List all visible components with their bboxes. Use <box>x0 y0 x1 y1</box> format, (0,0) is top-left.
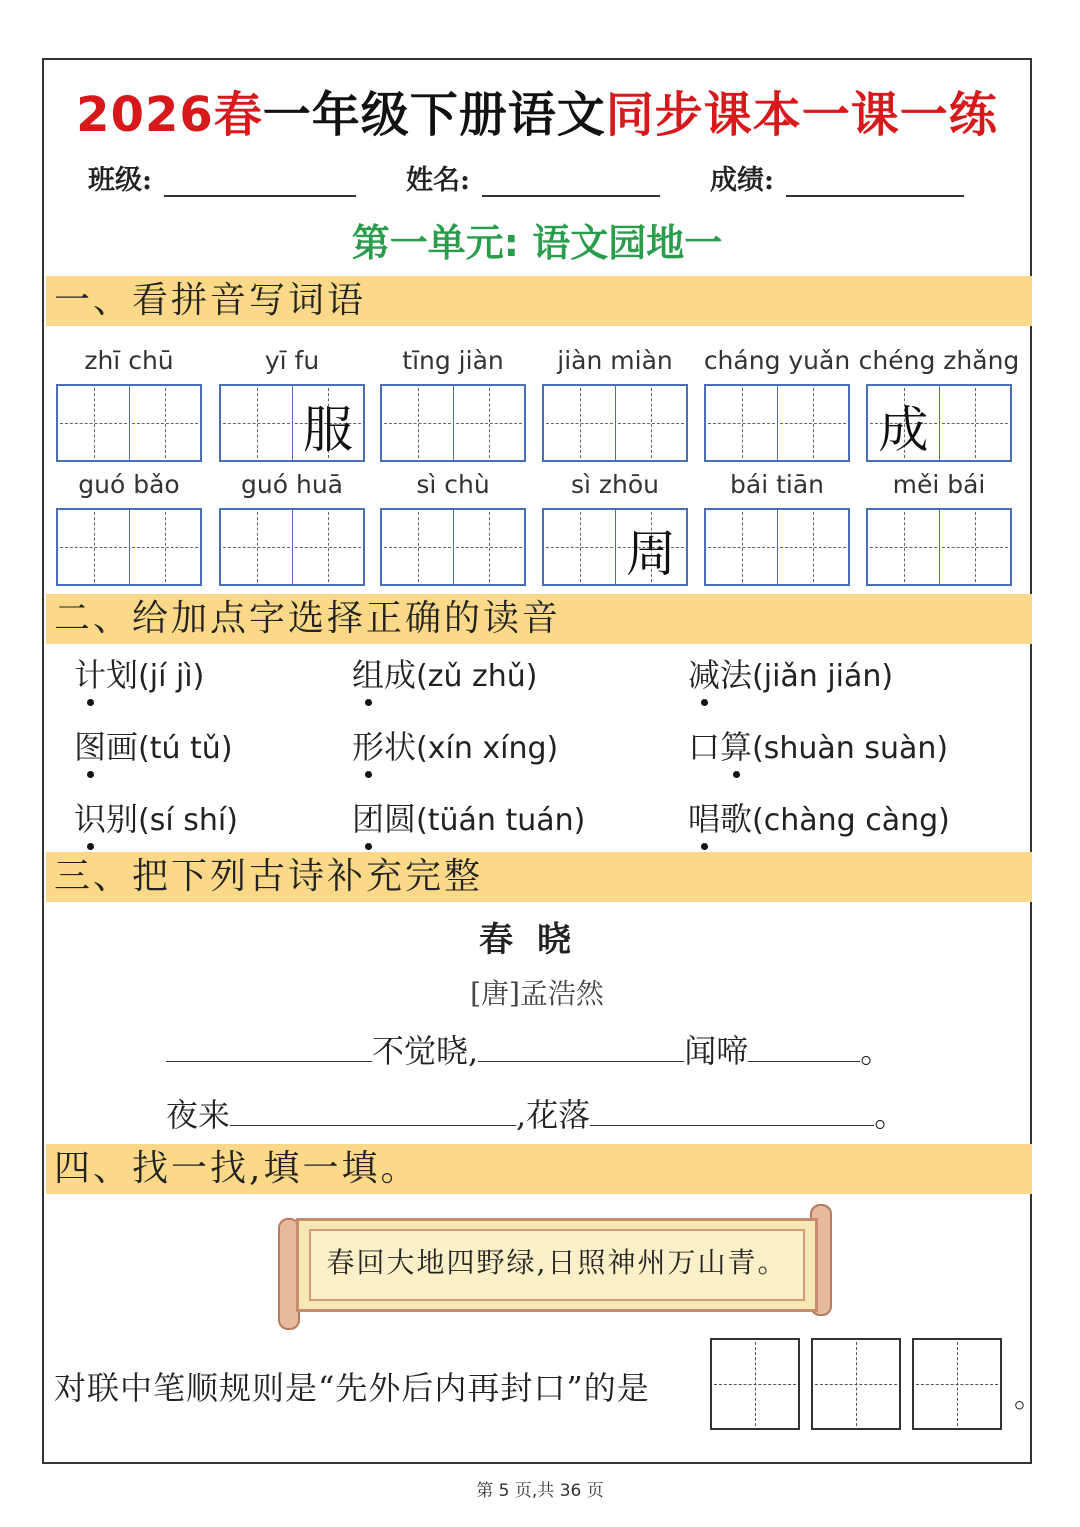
student-info-row <box>44 158 1030 198</box>
dotted-char: 组 <box>352 650 384 696</box>
pinyin-options: (jiǎn jián) <box>752 659 894 694</box>
pinyin-label: měi bái <box>892 470 986 499</box>
dotted-char: 计 <box>74 650 106 696</box>
tian-grid[interactable] <box>542 508 688 586</box>
reading-item[interactable] <box>688 650 893 696</box>
reading-item[interactable] <box>352 650 538 696</box>
tian-grid[interactable] <box>866 508 1012 586</box>
tian-grid[interactable] <box>56 508 202 586</box>
pinyin-options: (tüán tuán) <box>416 803 586 838</box>
char-box[interactable] <box>544 510 615 584</box>
char: 周 <box>626 525 676 583</box>
word-rest: 划 <box>106 656 139 694</box>
char-box[interactable] <box>58 510 129 584</box>
fill-blank[interactable] <box>748 1033 860 1062</box>
word-rest: 圆 <box>384 800 417 838</box>
char-box[interactable] <box>615 510 686 584</box>
dotted-char: 形 <box>352 722 384 768</box>
char-box[interactable] <box>292 510 363 584</box>
unit-title: 第一单元: 语文园地一 <box>351 221 723 265</box>
fill-blank[interactable] <box>478 1033 684 1062</box>
word-rest: 歌 <box>720 800 753 838</box>
pinyin-options: (shuàn suàn) <box>752 731 949 766</box>
poem-line-2 <box>166 1090 906 1136</box>
dotted-char: 算 <box>720 722 752 768</box>
char-box[interactable] <box>777 510 848 584</box>
fill-blank[interactable] <box>590 1097 874 1126</box>
char-box[interactable] <box>706 386 777 460</box>
dotted-char: 团 <box>352 794 384 840</box>
char-box[interactable] <box>58 386 129 460</box>
char-box[interactable] <box>292 386 363 460</box>
char-box[interactable] <box>129 510 200 584</box>
char-box[interactable] <box>777 386 848 460</box>
worksheet-title <box>44 76 1030 145</box>
word-rest: 成 <box>384 656 417 694</box>
couplet-question: 对联中笔顺规则是“先外后内再封口”的是 <box>54 1369 650 1407</box>
char-box[interactable] <box>453 510 524 584</box>
char-box[interactable] <box>868 386 939 460</box>
pinyin-label: cháng yuǎn <box>703 346 851 375</box>
tian-grid[interactable] <box>704 508 850 586</box>
class-blank[interactable] <box>164 165 356 197</box>
worksheet <box>42 58 1044 1464</box>
section4-heading: 四、找一找,填一填。 <box>46 1144 1032 1194</box>
section2-heading: 二、给加点字选择正确的读音 <box>46 594 1032 644</box>
pinyin-label: zhī chū <box>84 346 174 375</box>
tian-grid[interactable] <box>219 384 365 462</box>
char: 成 <box>878 401 929 459</box>
pinyin-options: (zǔ zhǔ) <box>416 659 538 694</box>
char-box[interactable] <box>382 510 453 584</box>
title-subject: 一年级下册语文 <box>262 87 606 143</box>
pinyin-label: guó huā <box>241 470 343 499</box>
reading-item[interactable] <box>352 794 585 840</box>
char-box[interactable] <box>382 386 453 460</box>
reading-item[interactable] <box>688 794 950 840</box>
word-rest: 画 <box>106 728 139 766</box>
word-rest: 别 <box>106 800 139 838</box>
couplet-scroll <box>276 1210 832 1320</box>
char-box[interactable] <box>706 510 777 584</box>
pinyin-label: sì chù <box>416 470 490 499</box>
poem-line-1 <box>166 1026 892 1072</box>
poem-text: 。 <box>874 1096 907 1134</box>
pinyin-label: guó bǎo <box>78 470 180 499</box>
pinyin-label: yī fu <box>264 346 320 375</box>
answer-box[interactable] <box>710 1338 800 1430</box>
char: 服 <box>303 401 353 459</box>
tian-grid[interactable] <box>219 508 365 586</box>
fill-blank[interactable] <box>166 1033 372 1062</box>
pinyin-label: bái tiān <box>730 470 824 499</box>
char-box[interactable] <box>453 386 524 460</box>
answer-box[interactable] <box>811 1338 901 1430</box>
name-field[interactable] <box>406 158 660 197</box>
score-blank[interactable] <box>786 165 964 197</box>
char-box[interactable] <box>129 386 200 460</box>
tian-grid[interactable] <box>542 384 688 462</box>
poem-text: 不觉晓, <box>372 1032 479 1070</box>
word-rest: 状 <box>384 728 417 766</box>
char-box[interactable] <box>615 386 686 460</box>
word-rest: 法 <box>720 656 753 694</box>
class-field[interactable] <box>88 158 356 197</box>
fill-blank[interactable] <box>230 1097 516 1126</box>
tian-grid[interactable] <box>866 384 1012 462</box>
poem-text: 夜来 <box>166 1096 231 1134</box>
name-blank[interactable] <box>482 165 660 197</box>
char-box[interactable] <box>221 386 292 460</box>
couplet-text: 春回大地四野绿,日照神州万山青。 <box>309 1229 805 1301</box>
pinyin-label: tīng jiàn <box>402 346 504 375</box>
title-year: 2026春 <box>76 87 263 143</box>
dotted-char: 减 <box>688 650 720 696</box>
reading-item[interactable] <box>74 794 238 840</box>
char-box[interactable] <box>221 510 292 584</box>
pinyin-options: (xín xíng) <box>416 731 559 766</box>
reading-item[interactable] <box>74 650 204 696</box>
poem-author: [唐]孟浩然 <box>470 977 604 1010</box>
scroll-banner <box>296 1218 818 1312</box>
poem-text: 。 <box>860 1032 893 1070</box>
pinyin-options: (jí jì) <box>138 659 205 694</box>
page-footer: 第 5 页,共 36 页 <box>476 1481 604 1501</box>
poem-text: ,花落 <box>516 1096 591 1134</box>
tian-grid[interactable] <box>704 384 850 462</box>
question-end: 。 <box>1014 1380 1044 1415</box>
reading-item[interactable] <box>688 722 948 768</box>
dotted-char: 图 <box>74 722 106 768</box>
pinyin-options: (tú tǔ) <box>138 731 233 766</box>
char-box[interactable] <box>544 386 615 460</box>
tian-grid[interactable] <box>380 508 526 586</box>
dotted-char: 识 <box>74 794 106 840</box>
class-label: 班级: <box>88 165 152 196</box>
section3-heading: 三、把下列古诗补充完整 <box>46 852 1032 902</box>
reading-item[interactable] <box>352 722 558 768</box>
tian-grid[interactable] <box>56 384 202 462</box>
section1-heading: 一、看拼音写词语 <box>46 276 1032 326</box>
char-box[interactable] <box>868 510 939 584</box>
char-box[interactable] <box>939 510 1010 584</box>
tian-grid[interactable] <box>380 384 526 462</box>
pinyin-options: (sí shí) <box>138 803 238 838</box>
poem-title: 春晓 <box>479 920 595 960</box>
name-label: 姓名: <box>406 165 470 196</box>
word-prefix: 口 <box>688 728 721 766</box>
pinyin-label: chéng zhǎng <box>858 346 1020 375</box>
score-label: 成绩: <box>710 165 774 196</box>
pinyin-label: sì zhōu <box>570 470 660 499</box>
answer-box[interactable] <box>912 1338 1002 1430</box>
pinyin-label: jiàn miàn <box>557 346 673 375</box>
title-series: 同步课本一课一练 <box>605 87 998 143</box>
char-box[interactable] <box>939 386 1010 460</box>
pinyin-options: (chàng càng) <box>752 803 950 838</box>
reading-item[interactable] <box>74 722 233 768</box>
dotted-char: 唱 <box>688 794 720 840</box>
score-field[interactable] <box>710 158 964 197</box>
poem-text: 闻啼 <box>684 1032 749 1070</box>
